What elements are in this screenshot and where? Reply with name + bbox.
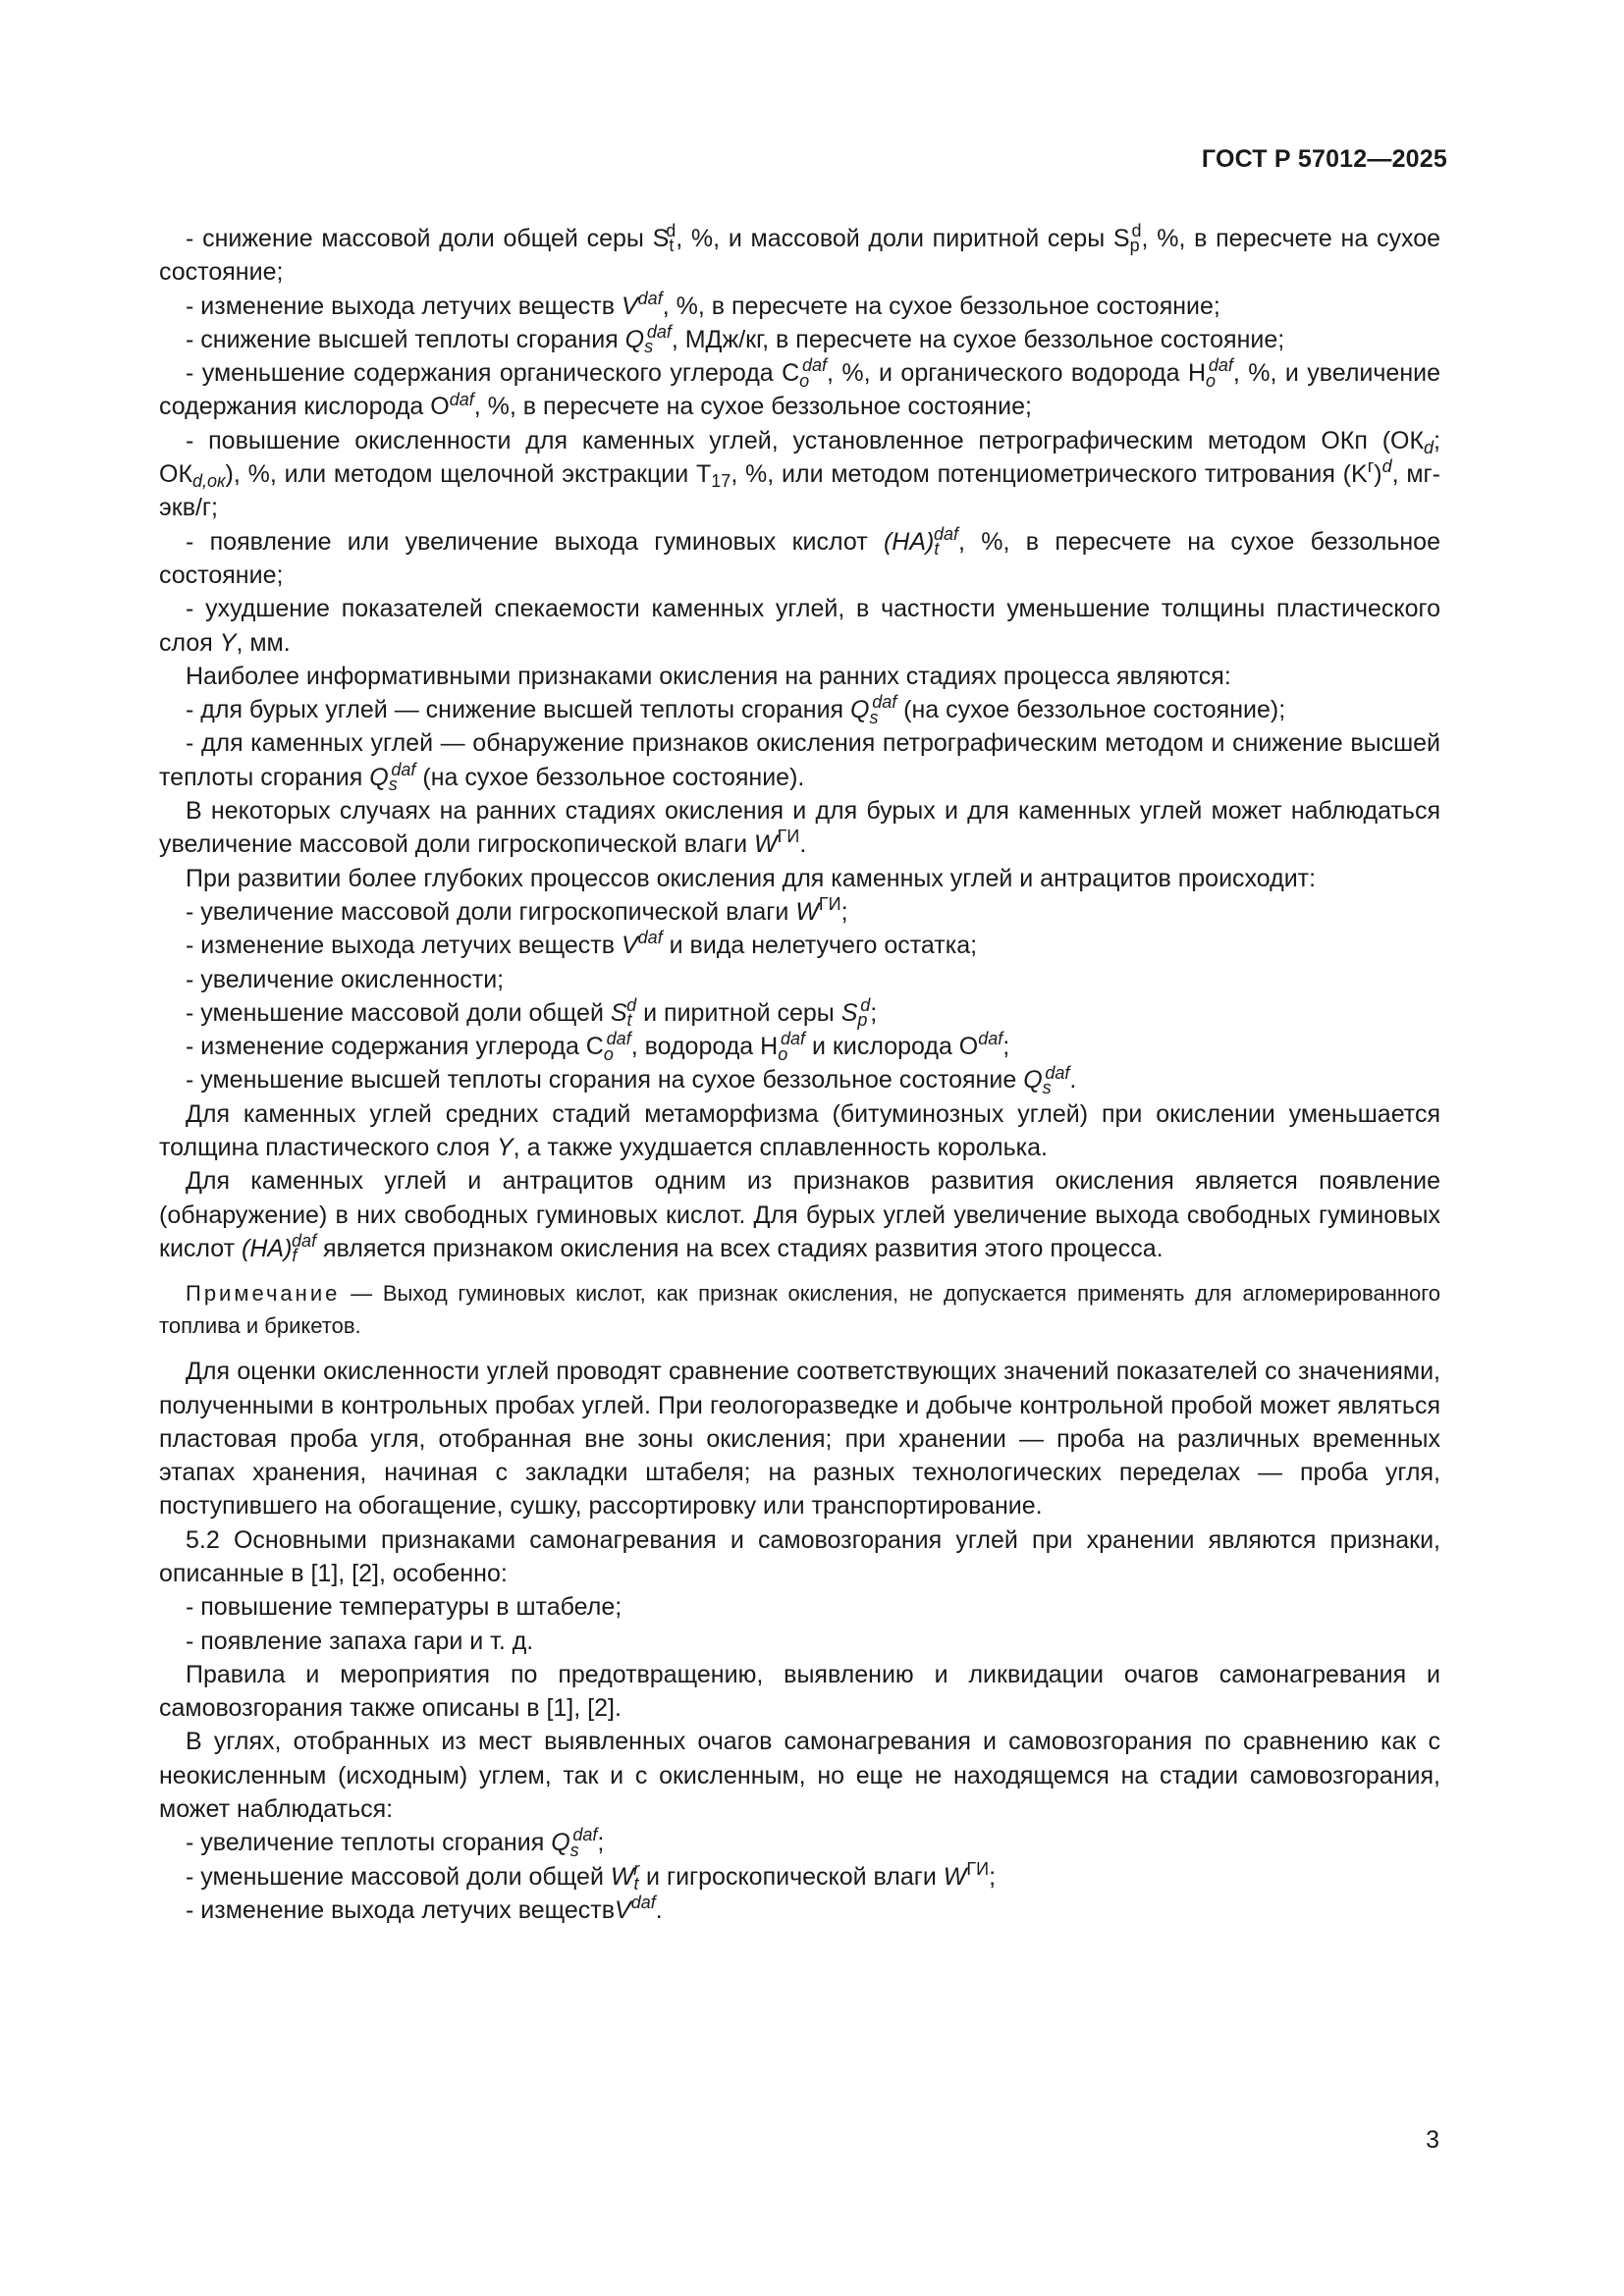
paragraph: Для каменных углей и антрацитов одним из признаков развития окисления является появление (обнаружение) в них свободных гуминовых кислот. Для бурых углей увеличение выхода свободных гуминовых кислот $(HA)_f^{daf}$ является признаком окисления на всех стадиях развития этого процесса. [159, 1167, 1440, 1266]
paragraph: - снижение массовой доли общей серы $S_t^d$, %, и массовой доли пиритной серы $S_p^d$, %, в пересчете на сухое состояние; [159, 221, 1441, 287]
paragraph: - изменение выхода летучих веществ $V^{daf}$ и вида нелетучего остатка; [186, 928, 978, 960]
paragraph: 5.2 Основными признаками самонагревания и самовозгорания углей при хранении являются признаки, описанные в [1], [2], особенно: [159, 1525, 1440, 1587]
paragraph: - появление запаха гари и т. д. [186, 1627, 534, 1655]
page-number: 3 [1426, 2126, 1439, 2154]
paragraph: Наиболее информативными признаками окисления на ранних стадиях процесса являются: [186, 662, 1231, 690]
paragraph: - увеличение теплоты сгорания $Q_s^{daf}$; [186, 1825, 605, 1860]
paragraph: - изменение выхода летучих веществV$^{daf}$. [186, 1893, 663, 1924]
paragraph: - для каменных углей — обнаружение признаков окисления петрографическим методом и снижение высшей теплоты сгорания $Q_s^{daf}$ (на сухое беззольное состояние). [159, 729, 1440, 795]
document-body [159, 222, 1440, 1927]
paragraph: - изменение выхода летучих веществ $V^{daf}$, %, в пересчете на сухое беззольное состояние; [186, 288, 1220, 320]
paragraph: Для оценки окисленности углей проводят сравнение соответствующих значений показателей со значениями, полученными в контрольных пробах углей. При геологоразведке и добыче контрольной пробой может являться пластовая проба угля, отобранная вне зоны окисления; при хранении — проба на различных временных этапах хранения, начиная с закладки штабеля; на разных технологических переделах — проба угля, поступившего на обогащение, сушку, рассортировку или транспортирование. [159, 1358, 1440, 1521]
paragraph: - появление или увеличение выхода гуминовых кислот $(HA)_t^{daf}$, %, в пересчете на сухое беззольное состояние; [159, 523, 1440, 589]
paragraph: - уменьшение высшей теплоты сгорания на сухое беззольное состояние $Q_s^{daf}$. [186, 1062, 1077, 1097]
paragraph: При развитии более глубоких процессов окисления для каменных углей и антрацитов происходит: [186, 864, 1317, 892]
note: Примечание — Выход гуминовых кислот, как признак окисления, не допускается применять для агломерированного топлива и брикетов. [159, 1281, 1440, 1339]
paragraph: - повышение температуры в штабеле; [186, 1593, 623, 1622]
paragraph: - уменьшение содержания органического углерода $C_o^{daf}$, %, и органического водорода $H_o^{daf}$, %, и увеличение содержания кислорода $O^{daf}$, %, в пересчете на сухое беззольное состояние; [159, 355, 1440, 421]
paragraph: - изменение содержания углерода $C_o^{daf}$, водорода $H_o^{daf}$ и кислорода $O^{daf}$; [186, 1029, 1010, 1064]
paragraph: - ухудшение показателей спекаемости каменных углей, в частности уменьшение толщины пластического слоя Y, мм. [159, 595, 1440, 657]
paragraph: - для бурых углей — снижение высшей теплоты сгорания $Q_s^{daf}$ (на сухое беззольное состояние); [186, 692, 1286, 727]
paragraph: - снижение высшей теплоты сгорания $Q_s^{daf}$, МДж/кг, в пересчете на сухое беззольное состояние; [186, 322, 1285, 357]
paragraph: В углях, отобранных из мест выявленных очагов самонагревания и самовозгорания по сравнению как с неокисленным (исходным) углем, так и с окисленным, но еще не находящемся на стадии самовозгорания, может наблюдаться: [159, 1728, 1440, 1824]
note-label: Примечание [186, 1281, 341, 1307]
document-header-code: ГОСТ Р 57012—2025 [1201, 145, 1447, 173]
paragraph: Правила и мероприятия по предотвращению, выявлению и ликвидации очагов самонагревания и самовозгорания также описаны в [1], [2]. [159, 1660, 1440, 1723]
paragraph: - увеличение окисленности; [186, 965, 505, 993]
paragraph: - уменьшение массовой доли общей $W_t^r$ и гигроскопической влаги $W^{ГИ}$; [186, 1858, 997, 1895]
paragraph: - уменьшение массовой доли общей $S_t^d$ и пиритной серы $S_p^d$; [186, 994, 878, 1031]
paragraph: - повышение окисленности для каменных углей, установленное петрографическим методом ОКп ($ОК_d$; $ОК_{d,ок}$), %, или методом щелочной экстракции $T_{17}$, %, или методом потенциометрического титрования $(K^г)^d$, мг-экв/г; [159, 426, 1440, 522]
paragraph: - увеличение массовой доли гигроскопической влаги $W^{ГИ}$; [186, 894, 848, 926]
paragraph: Для каменных углей средних стадий метаморфизма (битуминозных углей) при окислении уменьшается толщина пластического слоя Y, а также ухудшается сплавленность королька. [159, 1099, 1440, 1162]
paragraph: В некоторых случаях на ранних стадиях окисления и для бурых и для каменных углей может наблюдаться увеличение массовой доли гигроскопической влаги $W^{ГИ}$. [159, 797, 1440, 859]
